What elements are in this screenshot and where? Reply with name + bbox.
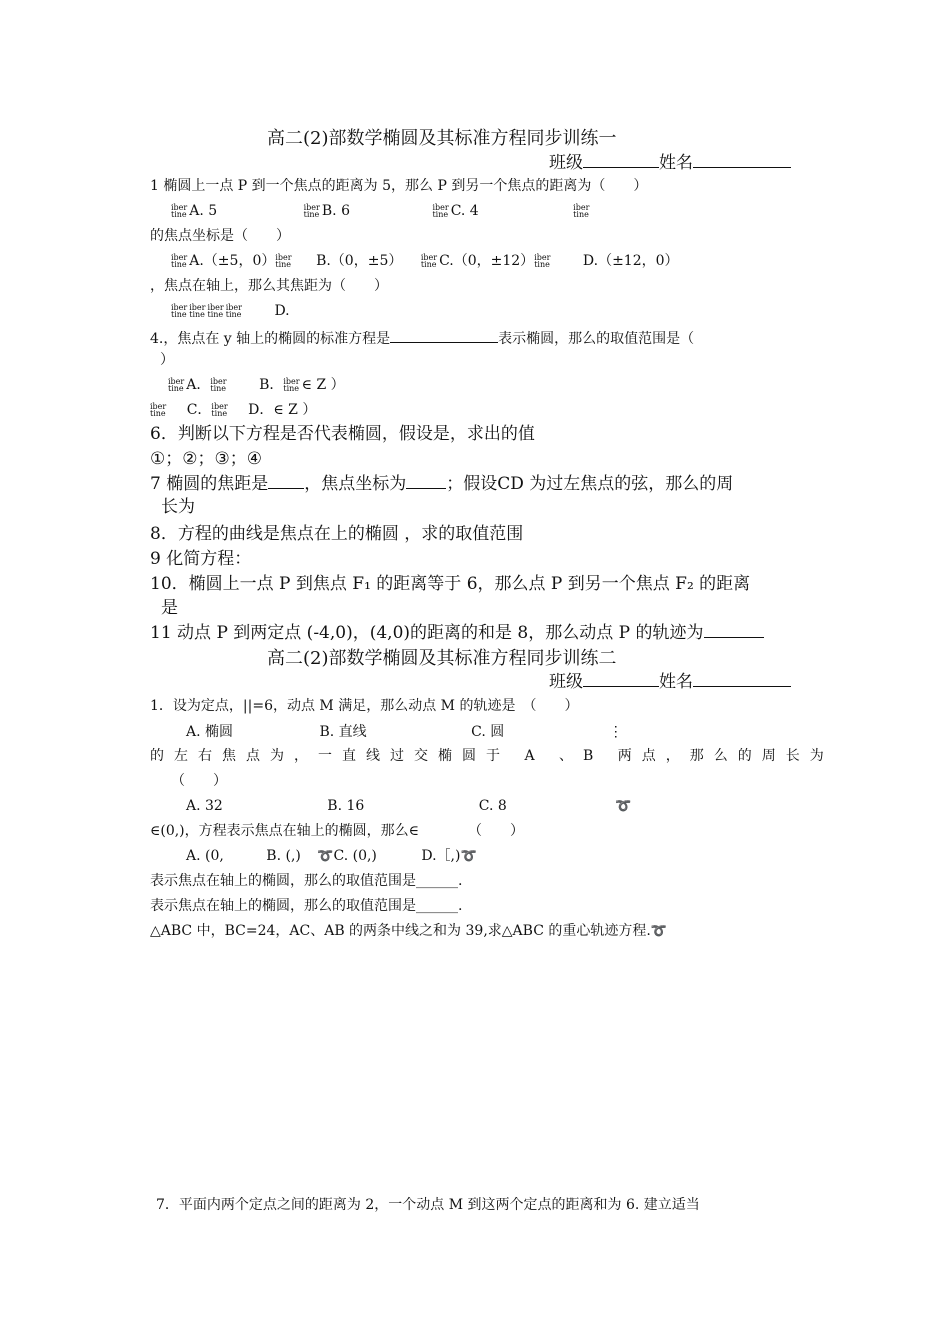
scroll-icon: ➰ — [615, 799, 632, 814]
name-label: 姓名 — [659, 672, 693, 692]
q2-opt-d: D.（±12，0） — [582, 253, 679, 269]
q3-opt-d: D. — [274, 303, 290, 319]
q4-blank[interactable] — [390, 328, 498, 343]
s2-q6-stem — [150, 923, 667, 940]
s2-q3-opt-b: B. (,) — [266, 848, 301, 864]
s2-q6-text: △ABC 中，BC=24，AC、AB 的两条中线之和为 39,求△ABC 的重心轨迹方程. — [150, 923, 651, 939]
q7-blank2[interactable] — [406, 474, 446, 489]
marker-icon: iber tine — [420, 253, 438, 269]
s2-q1-opt-c: C. 圆 — [471, 724, 505, 740]
q2-opt-a: A.（±5，0） — [189, 253, 276, 269]
s2-q5-stem: 表示焦点在轴上的椭圆，那么的取值范围是______. — [150, 898, 463, 914]
s2-q1-opt-a: A. 椭圆 — [186, 724, 234, 740]
q7-mid: ，焦点坐标为 — [304, 474, 407, 494]
q1-stem: 1 椭圆上一点 P 到一个焦点的距离为 5，那么 P 到另一个焦点的距离为（ ） — [150, 178, 648, 194]
class-label: 班级 — [549, 153, 583, 173]
s2-q2-paren: （ ） — [171, 773, 227, 789]
q8-stem: 8．方程的曲线是焦点在上的椭圆 ，求的取值范围 — [150, 524, 524, 544]
q4-tail: 表示椭圆，那么的取值范围是（ — [498, 331, 695, 347]
marker-icon: iber tine — [573, 203, 590, 219]
q2-options — [171, 253, 679, 270]
q3-options — [171, 303, 290, 320]
sheet2-title: 高二(2)部数学椭圆及其标准方程同步训练二 — [267, 648, 617, 669]
q7-stem — [150, 474, 733, 494]
q11-stem — [150, 623, 764, 643]
marker-icon: iber tine — [168, 377, 185, 393]
sheet1-class-name-line — [549, 153, 791, 173]
marker-icon: iber tine — [303, 203, 320, 219]
s2-q7-stem: 7．平面内两个定点之间的距离为 2，一个动点 M 到这两个定点的距离和为 6. 建立适当 — [156, 1197, 700, 1213]
s2-q1-stem: 1．设为定点，||=6，动点 M 满足，那么动点 M 的轨迹是 （ ） — [150, 698, 579, 714]
q11-text: 11 动点 P 到两定点 (-4,0)，(4,0)的距离的和是 8，那么动点 P 的轨迹为 — [150, 623, 704, 643]
marker-icon: iber tine — [211, 402, 228, 418]
q3-stem: ，焦点在轴上，那么其焦距为（ ） — [150, 278, 388, 294]
q7-text: 7 椭圆的焦距是 — [150, 474, 269, 494]
q1-opt-c: C. 4 — [450, 203, 479, 219]
class-blank[interactable] — [583, 672, 659, 687]
s2-q2-opt-a: A. 32 — [186, 798, 223, 814]
q10-stem: 10．椭圆上一点 P 到焦点 F₁ 的距离等于 6，那么点 P 到另一个焦点 F₂ 的距离 — [150, 574, 751, 594]
q4-opt-a: A． — [186, 377, 211, 393]
q7-tail: ；假设CD 为过左焦点的弦，那么的周 — [446, 474, 734, 494]
q11-blank[interactable] — [704, 623, 764, 638]
s2-q2-opt-c: C. 8 — [478, 798, 507, 814]
q6-items: ①；②；③；④ — [150, 449, 262, 469]
s2-q1-dots: ⋮ — [608, 724, 623, 740]
q1-options — [171, 203, 591, 220]
q9-stem: 9 化简方程： — [150, 549, 252, 569]
marker-icon: iber tine — [432, 203, 449, 219]
marker-icon: iber tine — [283, 377, 300, 393]
marker-icon: iber tine — [171, 253, 188, 269]
s2-q1-options — [186, 724, 623, 741]
q4-opt-b: B． — [259, 377, 284, 393]
s2-q4-stem: 表示焦点在轴上的椭圆，那么的取值范围是______. — [150, 873, 463, 889]
scroll-icon: ➰ — [650, 924, 668, 939]
marker-icon: iber tine — [189, 303, 206, 319]
q4-options-row1 — [168, 377, 345, 394]
name-blank[interactable] — [693, 672, 791, 687]
marker-icon: iber tine — [225, 303, 242, 319]
q4-text: 4.，焦点在 y 轴上的椭圆的标准方程是 — [150, 331, 391, 347]
name-blank[interactable] — [693, 153, 791, 168]
s2-q3-opt-a: A. (0, — [186, 848, 224, 864]
s2-q2-opt-b: B. 16 — [327, 798, 365, 814]
marker-icon: iber tine — [171, 303, 188, 319]
marker-icon: iber tine — [275, 253, 292, 269]
scroll-icon: ➰ — [317, 849, 334, 864]
class-label: 班级 — [549, 672, 583, 692]
q10-line2: 是 — [161, 598, 178, 618]
marker-icon: iber tine — [171, 203, 188, 219]
q6-stem: 6．判断以下方程是否代表椭圆，假设是，求出的值 — [150, 424, 535, 444]
q2-opt-c: C.（0，±12） — [439, 253, 535, 269]
marker-icon: iber tine — [534, 253, 551, 269]
class-blank[interactable] — [583, 153, 659, 168]
s2-q3-opt-d: D.［,) — [421, 848, 461, 864]
marker-icon: iber tine — [150, 402, 167, 418]
q2-stem: 的焦点坐标是（ ） — [150, 228, 290, 244]
s2-q2-options — [186, 798, 631, 815]
q1-opt-b: B. 6 — [321, 203, 350, 219]
q4-opt-d: D．∈ Z ） — [248, 402, 317, 418]
q2-opt-b: B.（0，±5） — [316, 253, 403, 269]
s2-q3-stem: ∈(0,)，方程表示焦点在轴上的椭圆，那么∈ （ ） — [150, 823, 525, 839]
marker-icon: iber tine — [207, 303, 224, 319]
s2-q1-opt-b: B. 直线 — [319, 724, 367, 740]
q1-opt-a: A. 5 — [189, 203, 218, 219]
q4-opt-b-tail: ∈ Z ） — [301, 377, 345, 393]
q4-opt-c: C． — [186, 402, 212, 418]
name-label: 姓名 — [659, 153, 693, 173]
q4-close: ） — [160, 352, 174, 368]
scroll-icon: ➰ — [460, 849, 477, 864]
s2-q3-opt-c: C. (0,) — [333, 848, 377, 864]
s2-q3-options — [186, 848, 477, 865]
q4-options-row2 — [150, 402, 316, 419]
marker-icon: iber tine — [210, 377, 227, 393]
q7-line2: 长为 — [161, 497, 195, 517]
q4-stem — [150, 328, 694, 348]
sheet2-class-name-line — [549, 672, 791, 692]
q7-blank1[interactable] — [268, 474, 304, 489]
sheet1-title: 高二(2)部数学椭圆及其标准方程同步训练一 — [267, 128, 617, 149]
s2-q2-stem: 的左右焦点为，一直线过交椭圆于 A 、B 两点，那么的周长为 — [150, 748, 834, 764]
